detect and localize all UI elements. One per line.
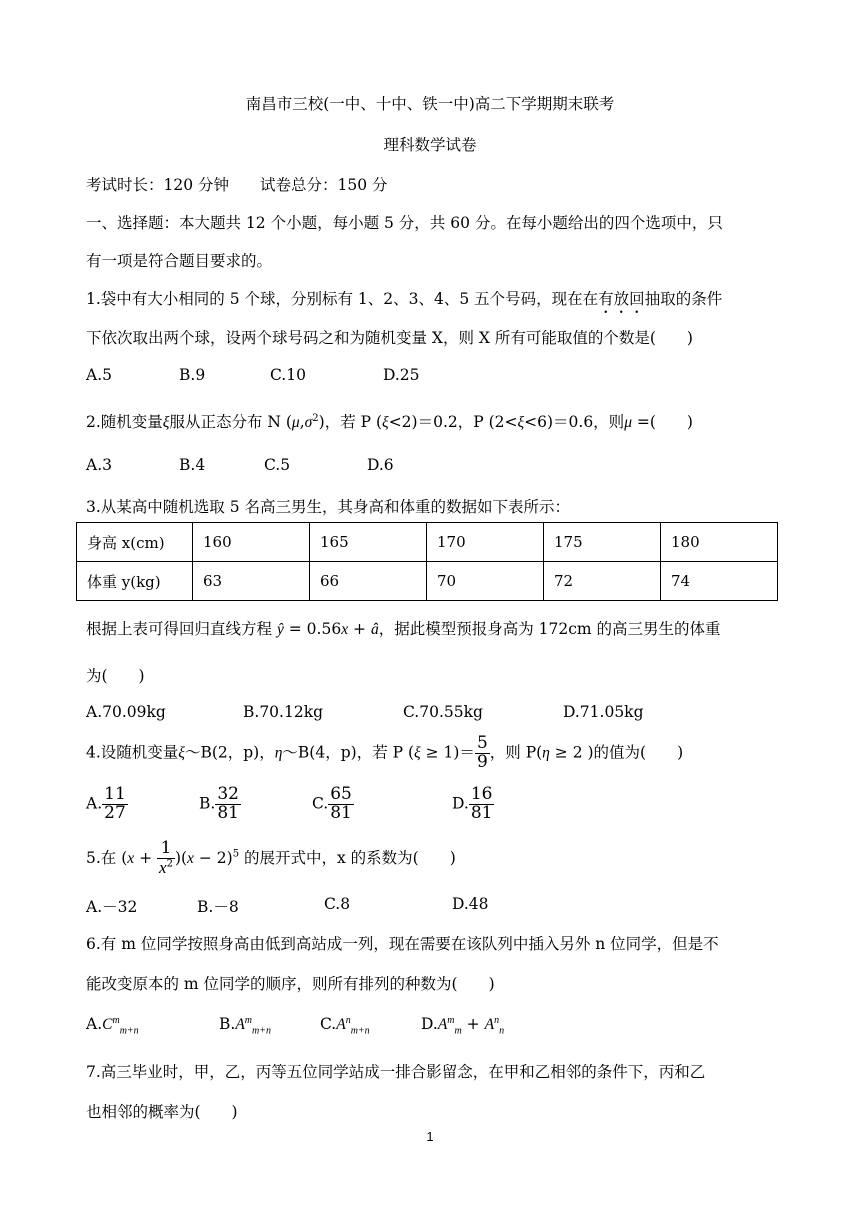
q6-option-d-sup: m (447, 1015, 455, 1026)
q4-option-a-fraction (102, 786, 128, 823)
table-cell: 170 (427, 523, 544, 562)
q7-line1: 7.高三毕业时，甲，乙，丙等五位同学站成一排合影留念，在甲和乙相邻的条件下，丙和乙 (86, 1063, 706, 1081)
q4-xi-2: ξ (414, 744, 421, 762)
q4-text-1: 4.设随机变量 (86, 743, 179, 762)
exam-title: 南昌市三校(一中、十中、铁一中)高二下学期期末联考 (245, 95, 615, 113)
q7-line2: 也相邻的概率为( ) (86, 1103, 238, 1121)
fraction-num: 11 (104, 784, 126, 804)
q5-open-paren: ( (121, 848, 128, 867)
q5-text-1: 5.在 (86, 848, 122, 867)
q6-option-b (219, 1015, 271, 1036)
q4-text-5: ，则 P( (489, 743, 543, 762)
q4-option-d-fraction (469, 786, 495, 823)
table-cell: 体重 y(kg) (77, 562, 193, 601)
q4-text-3: ～B(4，p)，若 P ( (282, 743, 415, 762)
table-cell: 66 (310, 562, 427, 601)
q6-option-b-sup: m (244, 1015, 253, 1026)
q6-option-c-sub: m+n (350, 1025, 370, 1037)
section-instructions-line2: 有一项是符合题目要求的。 (86, 252, 273, 270)
q6-option-c-label: C. (320, 1015, 337, 1034)
table-cell: 身高 x(cm) (77, 523, 193, 562)
q2-sigma: σ (304, 414, 313, 431)
fraction-den: 81 (470, 802, 493, 823)
q2-text-1: 2.随机变量 (86, 413, 163, 431)
q2-text-5: <6)＝0.6，则 (524, 413, 625, 431)
fraction-num: 32 (217, 784, 239, 804)
q3-option-d: D.71.05kg (563, 703, 644, 721)
q2-text-2: 服从正态分布 N ( (169, 413, 292, 431)
q6-option-a-label: A. (86, 1015, 103, 1034)
q6-option-a-letter: C (102, 1016, 113, 1034)
q5-den-x: x (159, 857, 167, 877)
q2-mu: μ (291, 414, 300, 431)
q4-option-a (86, 786, 128, 823)
q5-fraction-den (157, 859, 175, 878)
table-cell: 72 (544, 562, 661, 601)
q3-after-line2: 为( ) (86, 667, 145, 685)
q3-after-line1 (86, 617, 721, 639)
table-row (77, 562, 778, 601)
fraction-den: 81 (217, 802, 239, 823)
q4-option-d-label: D. (452, 794, 469, 813)
q3-eq-a: â (370, 621, 379, 638)
q6-option-c (320, 1015, 370, 1036)
q6-option-d-sub2: n (499, 1025, 505, 1037)
q6-option-d-plus: + (461, 1015, 485, 1034)
section-instructions-line1: 一、选择题：本大题共 12 个小题，每小题 5 分，共 60 分。在每小题给出的四个选项中，只 (86, 214, 723, 232)
table-cell: 175 (544, 523, 661, 562)
q5-option-d: D.48 (452, 895, 489, 913)
q4-option-c-label: C. (312, 794, 329, 813)
q2-comma: , (299, 413, 305, 431)
q5-x: x (127, 849, 135, 867)
q1-line2: 下依次取出两个球，设两个球号码之和为随机变量 X，则 X 所有可能取值的个数是( ) (86, 329, 693, 347)
q4-text-6: ≥ 2 )的值为( ) (549, 743, 684, 762)
q6-option-d-sup2: n (494, 1015, 500, 1026)
fraction-den: 27 (104, 802, 126, 823)
q5-plus: + (134, 848, 158, 867)
table-cell: 70 (427, 562, 544, 601)
q4-option-c-fraction (328, 786, 354, 823)
q4-text-2: ～B(2，p)， (184, 743, 275, 762)
exam-info: 考试时长：120 分钟 试卷总分：150 分 (86, 176, 388, 194)
table-cell: 180 (661, 523, 778, 562)
q4-eta-2: η (542, 744, 550, 762)
q5-x-2: x (187, 849, 194, 867)
q3-after-pre: 根据上表可得回归直线方程 (86, 620, 273, 638)
page-number: 1 (426, 1129, 434, 1144)
q4-eta: η (274, 744, 283, 762)
q3-eq-x: x (341, 621, 349, 638)
q1-option-d: D.25 (383, 366, 420, 384)
q2-square: 2 (312, 412, 319, 424)
q6-option-c-sup: n (345, 1015, 351, 1026)
q3-eq-y: ŷ (276, 621, 284, 638)
q2-option-d: D.6 (367, 456, 394, 474)
q6-line1: 6.有 m 位同学按照身高由低到高站成一列，现在需要在该队列中插入另外 n 位同学，但是不 (86, 935, 719, 953)
q5-den-exp: 2 (166, 858, 173, 870)
q4-option-b-fraction (215, 786, 241, 823)
q3-option-c: C.70.55kg (403, 703, 483, 721)
q4-option-c (312, 786, 354, 823)
q4-line (86, 735, 683, 772)
q1-emphasized-text: 有放回 (598, 290, 645, 308)
table-cell: 165 (310, 523, 427, 562)
q4-xi: ξ (178, 744, 185, 762)
q5-fraction (157, 840, 175, 878)
q3-option-b: B.70.12kg (243, 703, 324, 721)
q1-text-pre: 1.袋中有大小相同的 5 个球，分别标有 1、2、3、4、5 五个号码，现在在 (86, 290, 599, 308)
q4-fraction-num: 5 (476, 733, 488, 753)
q1-text-post: 抽取的条件 (644, 290, 723, 308)
q3-eq-plus: + (348, 620, 371, 638)
q6-option-a-sup: m (112, 1015, 120, 1026)
q6-option-b-letter: A (235, 1016, 245, 1034)
q5-fraction-num: 1 (157, 840, 175, 859)
q1-line1 (86, 287, 722, 317)
q2-mu-2: μ (624, 414, 632, 431)
q5-line (86, 840, 456, 878)
table-cell: 74 (661, 562, 778, 601)
q4-option-d (452, 786, 494, 823)
q6-option-d-label: D. (421, 1015, 438, 1034)
q1-option-a: A.5 (86, 366, 112, 384)
q6-option-d-sub: m (454, 1025, 462, 1037)
q2-xi-2: ξ (382, 414, 389, 431)
q5-text-2: 的展开式中，x 的系数为( ) (239, 848, 456, 867)
q2-xi: ξ (162, 414, 170, 431)
q5-option-c: C.8 (324, 895, 351, 913)
q6-option-d (421, 1015, 504, 1036)
q4-text-4: ≥ 1)＝ (420, 743, 475, 762)
q4-fraction-den: 9 (476, 751, 488, 772)
q4-option-b-label: B. (199, 794, 216, 813)
q3-eq-mid: = 0.56 (283, 620, 342, 638)
q6-option-d-letter2: A (484, 1016, 495, 1034)
fraction-den: 81 (330, 802, 352, 823)
q6-option-a-sub: m+n (119, 1025, 139, 1037)
q5-exponent: 5 (232, 848, 240, 860)
q3-after-post: ，据此模型预报身高为 172cm 的高三男生的体重 (378, 620, 721, 638)
q1-option-b: B.9 (179, 366, 206, 384)
q6-option-b-sub: m+n (252, 1025, 272, 1037)
q3-data-table (76, 522, 778, 601)
exam-subtitle: 理科数学试卷 (383, 136, 477, 154)
fraction-num: 65 (330, 784, 352, 804)
q5-mid: )( (174, 848, 188, 867)
q6-line2: 能改变原本的 m 位同学的顺序，则所有排列的种数为( ) (86, 975, 495, 993)
q2-text-6: =( ) (631, 413, 693, 431)
q2-xi-3: ξ (517, 414, 525, 431)
q2-option-c: C.5 (264, 456, 291, 474)
q3-option-a: A.70.09kg (86, 703, 166, 721)
q4-option-b (199, 786, 241, 823)
table-row (77, 523, 778, 562)
table-cell: 160 (193, 523, 310, 562)
q2-line (86, 410, 693, 432)
q6-option-a (86, 1015, 139, 1036)
q2-text-4: <2)＝0.2，P (2< (388, 413, 518, 431)
q6-option-b-label: B. (219, 1015, 236, 1034)
q2-text-3: )，若 P ( (318, 413, 383, 431)
q3-text: 3.从某高中随机选取 5 名高三男生，其身高和体重的数据如下表所示： (86, 498, 571, 516)
q5-minus: − 2) (193, 848, 233, 867)
q1-option-c: C.10 (270, 366, 306, 384)
q6-option-c-letter: A (336, 1016, 346, 1034)
fraction-num: 16 (470, 784, 493, 804)
q2-option-b: B.4 (179, 456, 206, 474)
q6-option-d-letter: A (437, 1016, 448, 1034)
table-cell: 63 (193, 562, 310, 601)
q5-option-a: A.－32 (86, 898, 138, 916)
q2-option-a: A.3 (86, 456, 112, 474)
q5-option-b: B.－8 (197, 898, 239, 916)
q4-option-a-label: A. (86, 794, 103, 813)
q4-fraction (475, 735, 490, 772)
